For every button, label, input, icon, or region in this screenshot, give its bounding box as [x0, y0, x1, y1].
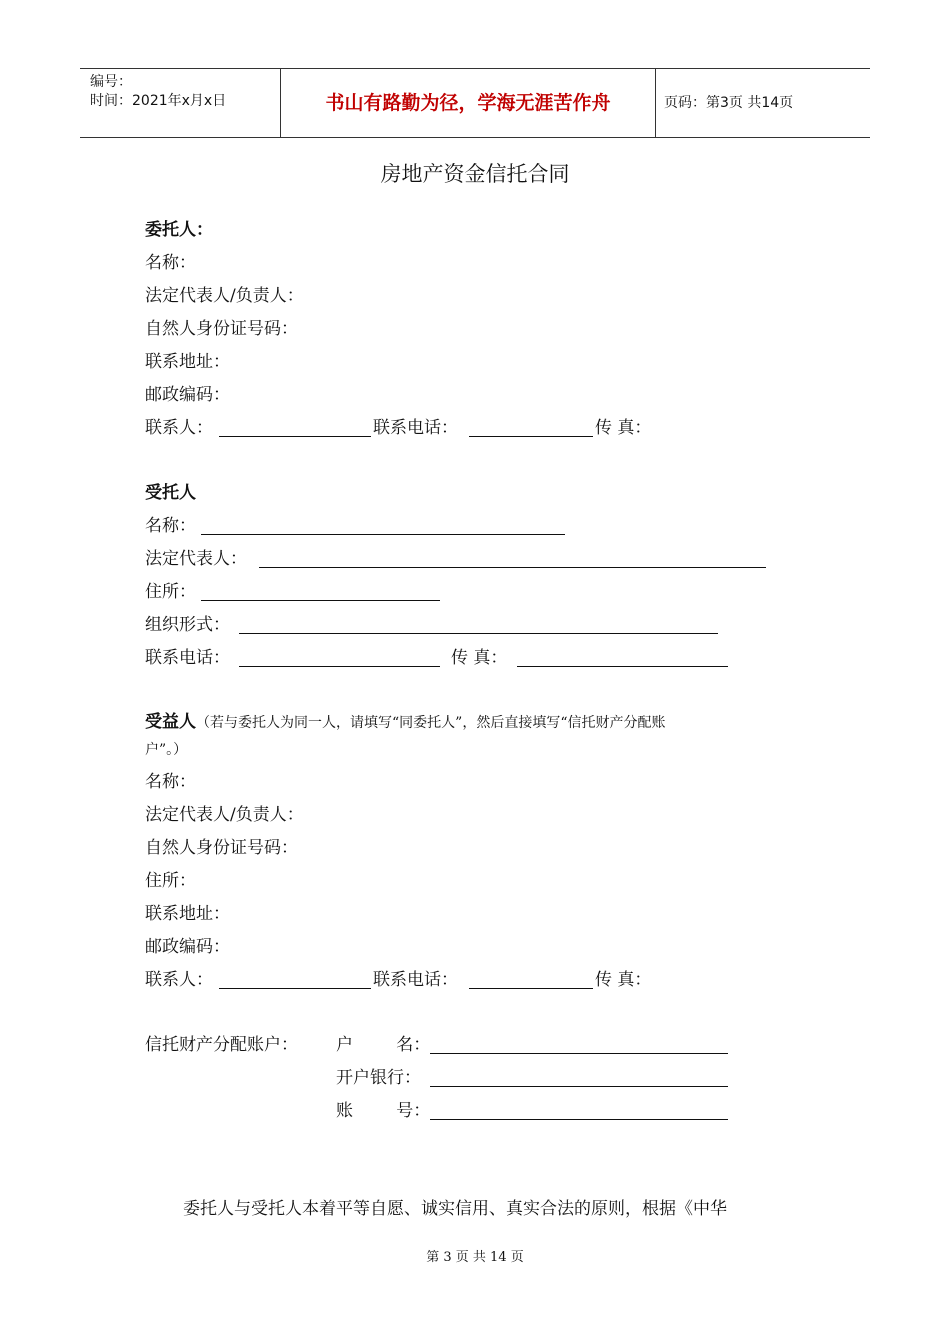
- trustee-org-form-field[interactable]: [239, 633, 718, 634]
- page-footer: 第 3 页 共 14 页: [426, 1250, 524, 1265]
- header-page-info: 页码：第3页 共14页: [664, 95, 794, 111]
- entrustor-fax-label: 传 真：: [595, 418, 652, 438]
- beneficiary-id-label: 自然人身份证号码：: [145, 838, 298, 858]
- trustee-residence-label: 住所：: [145, 582, 196, 602]
- trustee-phone-label: 联系电话：: [145, 648, 230, 668]
- entrustor-contact-label: 联系人：: [145, 418, 213, 438]
- beneficiary-address-label: 联系地址：: [145, 904, 230, 924]
- account-label: 信托财产分配账户：: [145, 1035, 298, 1055]
- beneficiary-phone-field[interactable]: [469, 988, 593, 989]
- beneficiary-note-cont: 户”。）: [145, 742, 188, 758]
- account-bank-field[interactable]: [430, 1086, 728, 1087]
- entrustor-phone-label: 联系电话：: [373, 418, 458, 438]
- beneficiary-legal-rep-label: 法定代表人/负责人：: [145, 805, 304, 825]
- entrustor-id-label: 自然人身份证号码：: [145, 319, 298, 339]
- beneficiary-heading: 受益人: [145, 712, 196, 732]
- header-number: 编号：: [90, 74, 132, 90]
- beneficiary-contact-label: 联系人：: [145, 970, 213, 990]
- entrustor-name-label: 名称：: [145, 253, 196, 273]
- beneficiary-fax-label: 传 真：: [595, 970, 652, 990]
- body-paragraph: 委托人与受托人本着平等自愿、诚实信用、真实合法的原则，根据《中华: [183, 1199, 727, 1219]
- trustee-phone-field[interactable]: [239, 666, 440, 667]
- trustee-residence-field[interactable]: [201, 600, 440, 601]
- beneficiary-contact-field[interactable]: [219, 988, 371, 989]
- account-name-label: 户 名：: [336, 1035, 431, 1055]
- beneficiary-heading-line: [145, 710, 665, 734]
- entrustor-address-label: 联系地址：: [145, 352, 230, 372]
- entrustor-heading: 委托人：: [145, 220, 213, 240]
- trustee-legal-rep-label: 法定代表人：: [145, 549, 247, 569]
- page-header: [80, 68, 870, 138]
- beneficiary-phone-label: 联系电话：: [373, 970, 458, 990]
- entrustor-legal-rep-label: 法定代表人/负责人：: [145, 286, 304, 306]
- trustee-heading: 受托人: [145, 483, 196, 503]
- beneficiary-postcode-label: 邮政编码：: [145, 937, 230, 957]
- entrustor-phone-field[interactable]: [469, 436, 593, 437]
- beneficiary-name-label: 名称：: [145, 772, 196, 792]
- trustee-name-label: 名称：: [145, 516, 196, 536]
- header-date: 时间：2021年x月x日: [90, 93, 227, 109]
- account-bank-label: 开户银行：: [336, 1068, 421, 1088]
- trustee-fax-label: 传 真：: [451, 648, 508, 668]
- entrustor-postcode-label: 邮政编码：: [145, 385, 230, 405]
- trustee-legal-rep-field[interactable]: [259, 567, 766, 568]
- beneficiary-residence-label: 住所：: [145, 871, 196, 891]
- header-meta: [80, 69, 280, 137]
- account-number-label: 账 号：: [336, 1101, 431, 1121]
- account-name-field[interactable]: [430, 1053, 728, 1054]
- beneficiary-note: （若与委托人为同一人，请填写“同委托人”，然后直接填写“信托财产分配账: [196, 715, 666, 731]
- account-number-field[interactable]: [430, 1119, 728, 1120]
- trustee-name-field[interactable]: [201, 534, 565, 535]
- header-motto: 书山有路勤为径，学海无涯苦作舟: [280, 69, 656, 137]
- document-title: 房地产资金信托合同: [380, 162, 570, 186]
- trustee-fax-field[interactable]: [517, 666, 728, 667]
- entrustor-contact-field[interactable]: [219, 436, 371, 437]
- trustee-org-form-label: 组织形式：: [145, 615, 230, 635]
